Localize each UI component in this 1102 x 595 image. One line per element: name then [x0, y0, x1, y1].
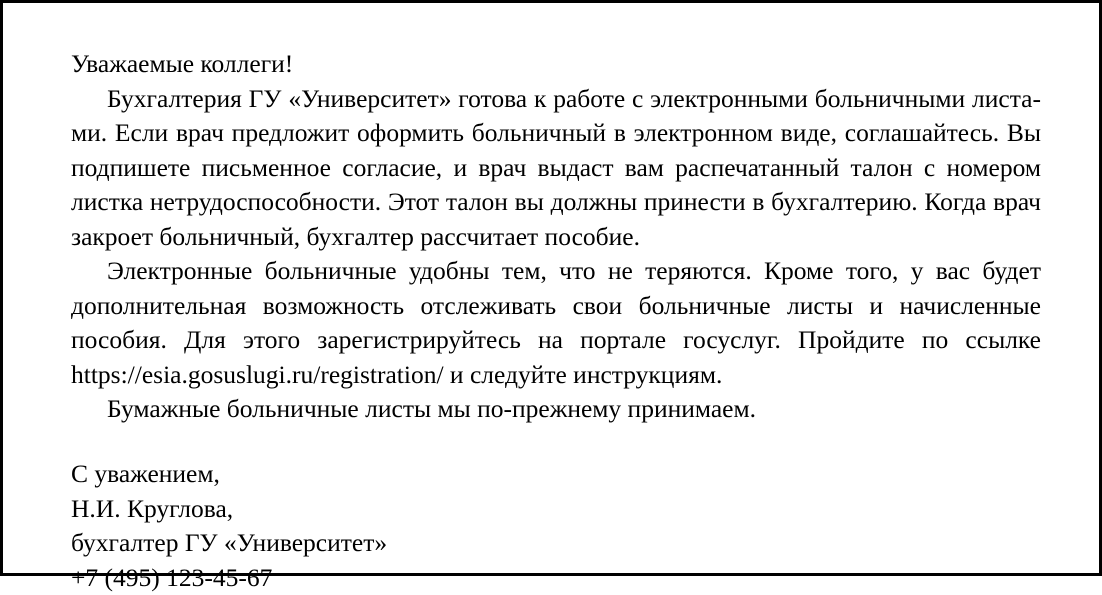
salutation-line: Уважаемые коллеги!: [71, 49, 294, 78]
signature-position: бухгалтер ГУ «Университет»: [71, 528, 388, 558]
signature-closing: С уважением,: [71, 459, 220, 489]
paragraph-2: Электронные больничные удобны тем, что не теряются. Кроме того, у вас будет дополнительная возможность отслеживать свои больничные листы и начисленные пособия. Для этого зарегистрируйтесь на портале госуслуг. Пройдите по ссылке https://esia.gosuslugi.ru/registration/ и следуйте инструкциям.: [71, 256, 1041, 389]
signature-phone: +7 (495) 123-45-67: [71, 562, 273, 592]
paragraph-3: Бумажные больничные листы мы по-прежнему принимаем.: [107, 394, 757, 424]
document-body: [71, 47, 1041, 427]
signature-name: Н.И. Круглова,: [71, 493, 234, 523]
paragraph-1: Бухгалтерия ГУ «Университет» готова к работе с электронными больничными листами. Если врач предложит оформить больничный в электронном виде, соглашайтесь. Вы подпишете письменное согласие, и врач выдаст вам распечатанный талон с номером листка нетрудоспособности. Этот талон вы должны принести в бухгалтерию. Когда врач закроет больничный, бухгалтер рассчитает пособие.: [71, 83, 1041, 251]
signature-block: [71, 457, 1041, 595]
